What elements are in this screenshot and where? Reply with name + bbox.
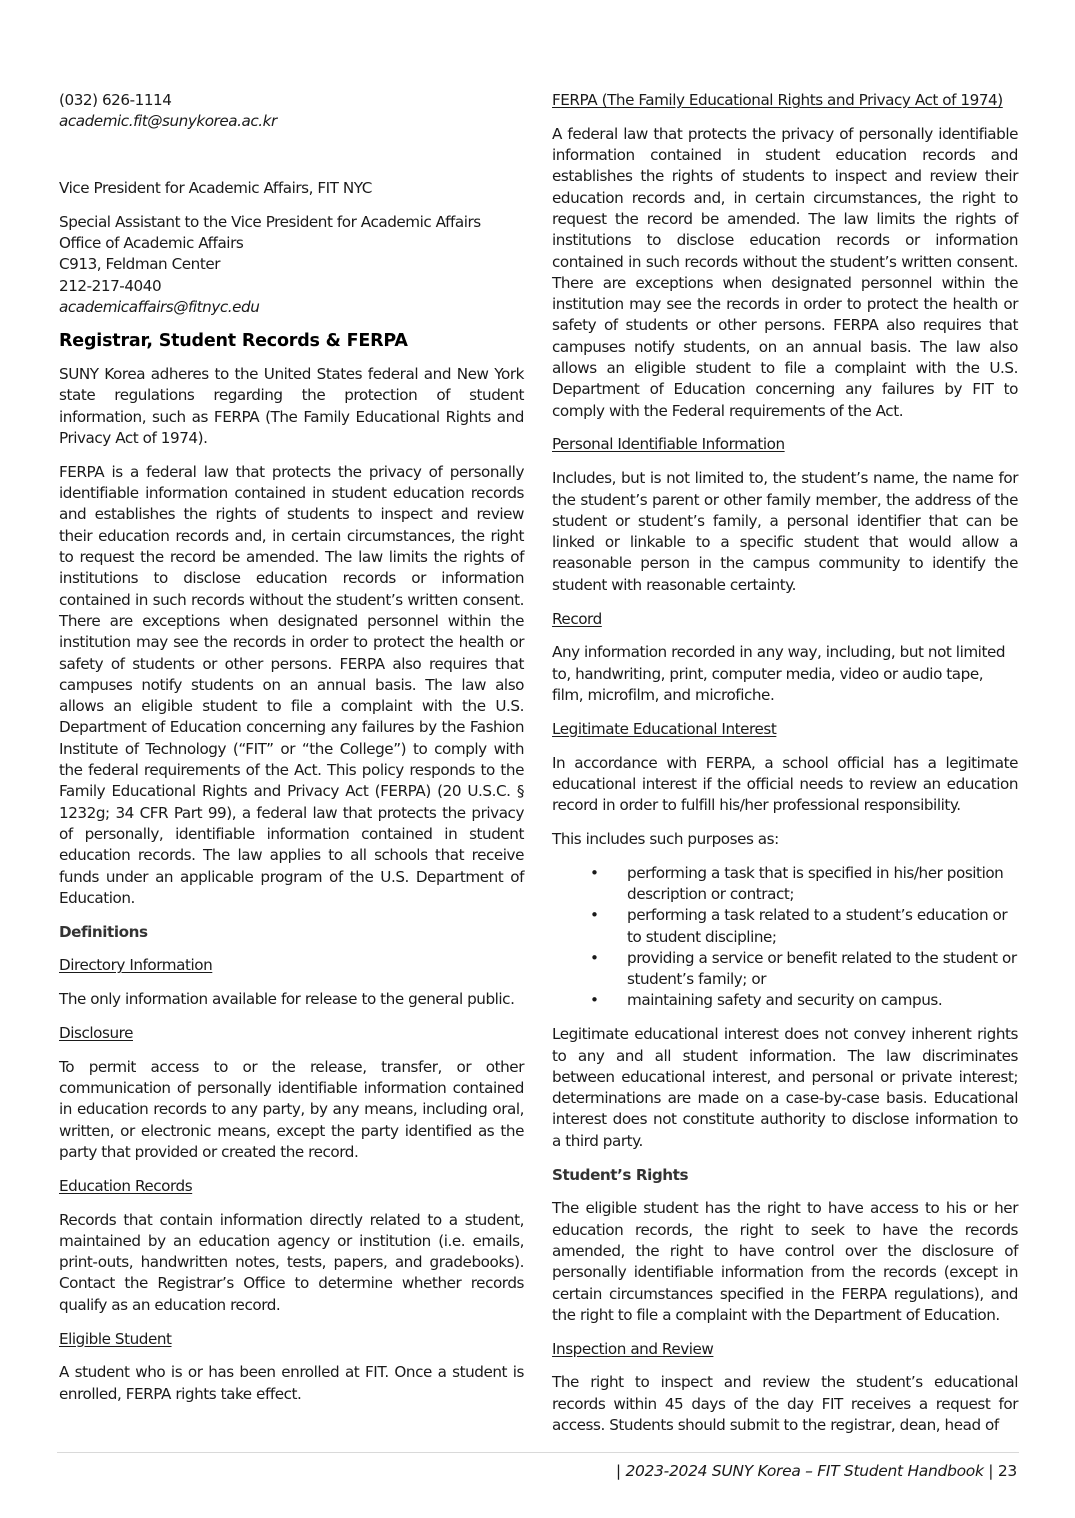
right-column [552,90,1018,1449]
list-item-text: performing a task related to a student’s education or to student discipline; [627,906,1008,946]
education-records-heading: Education Records [59,1176,193,1195]
pii-text: Includes, but is not limited to, the student’s name, the name for the student’s parent or other family member, the address of the student or student’s family, a personal identifier that can be linked or linkable to a specific student that would allow a reasonable person in the campus community to identify the student with reasonable certainty. [552,469,1018,594]
list-item [552,863,1018,906]
eligible-student-text: A student who is or has been enrolled at FIT. Once a student is enrolled, FERPA rights take effect. [59,1363,524,1403]
page-number: 23 [997,1462,1017,1480]
list-item-text: maintaining safety and security on campus. [627,991,943,1010]
contact-phone: (032) 626-1114 [59,91,172,109]
pii-heading: Personal Identifiable Information [552,435,785,454]
contact-title-vp: Vice President for Academic Affairs, FIT NYC [59,179,372,198]
list-item [552,905,1018,948]
contact-line: C913, Feldman Center [59,255,221,274]
spacer [59,145,524,178]
intro-paragraph: SUNY Korea adheres to the United States federal and New York state regulations regarding the protection of student information, such as FERPA (The Family Educational Rights and Privacy Act of 1974). [59,365,524,448]
students-rights-text: The eligible student has the right to have access to his or her education records, the right to seek to have the records amended, the right to have control over the disclosure of personally identifiable information from the records (except in certain circumstances specified in the FERPA regulations), and the right to file a complaint with the Department of Education. [552,1199,1018,1324]
directory-information-text: The only information available for release to the general public. [59,990,515,1009]
ferpa-heading: FERPA (The Family Educational Rights and Privacy Act of 1974) [552,91,1003,109]
footer-divider [57,1452,1019,1453]
lei-note: Legitimate educational interest does not convey inherent rights to any and all student information. The law discriminates between educational interest, and personal or private interest; determinations are made on a case-by-case basis. Educational interest does not constitute authority to disclose information to a third party. [552,1025,1018,1150]
contact-phone: 212-217-4040 [59,276,162,295]
eligible-student-heading: Eligible Student [59,1329,172,1348]
page-footer [616,1462,1017,1480]
purposes-intro: This includes such purposes as: [552,829,779,848]
contact-line: Office of Academic Affairs [59,234,244,253]
definitions-heading: Definitions [59,922,148,941]
contact-email: academic.fit@sunykorea.ac.kr [59,112,277,131]
ferpa-text: A federal law that protects the privacy of personally identifiable information contained in student education records and establishes the rights of students to inspect and review their education records and, in certain circumstances, the right to request the record be amended. The law limits the rights of institutions to disclose education records or information contained in such records without the student’s written consent. There are exceptions when designated personnel within the institution may see the records in order to protect the health or safety of students or other persons. FERPA also requires that campuses notify students, on an annual basis. The law also allows an eligible student to file a complaint with the U.S. Department of Education concerning any failures by FIT to comply with the Federal requirements of the Act. [552,124,1018,420]
contact-email: academicaffairs@fitnyc.edu [59,298,260,317]
bullet-icon: • [590,906,599,925]
footer-separator: | [615,1462,621,1480]
contact-line: Special Assistant to the Vice President for Academic Affairs [59,212,481,231]
left-column [59,90,524,1417]
bullet-icon: • [590,863,599,882]
students-rights-heading: Student’s Rights [552,1165,689,1184]
directory-information-heading: Directory Information [59,956,213,975]
lei-heading: Legitimate Educational Interest [552,719,777,738]
footer-title: 2023-2024 SUNY Korea – FIT Student Handbook [625,1462,984,1480]
section-title: Registrar, Student Records & FERPA [59,330,408,351]
ferpa-paragraph: FERPA is a federal law that protects the privacy of personally identifiable information contained in student education records and establishes the rights of students to inspect and review their education records and, in certain circumstances, the right to request the record be amended. The law limits the rights of institutions to disclose education records or information contained in such records without the student’s written consent. There are exceptions when designated personnel within the institution may see the records in order to protect the health or safety of students or other persons. FERPA also requires that campuses notify students on an annual basis. The law also allows an eligible student to file a complaint with the U.S. Department of Education concerning any failures by the Fashion Institute of Technology (“FIT” or “the College”) to comply with the federal requirements of the Act. This policy responds to the Family Educational Rights and Privacy Act (FERPA) (20 U.S.C. § 1232g; 34 CFR Part 99), a federal law that protects the privacy of personally, identifiable information contained in student education records. The law applies to all schools that receive funds under an applicable program of the U.S. Department of Education. [59,462,524,907]
purposes-list [552,863,1018,1012]
inspection-review-heading: Inspection and Review [552,1339,714,1358]
contact-block-academic-affairs [59,212,524,318]
bullet-icon: • [590,991,599,1010]
list-item-text: performing a task that is specified in his/her position description or contract; [627,863,1004,903]
contact-block-suny-korea [59,90,524,133]
bullet-icon: • [590,948,599,967]
footer-separator: | [988,1462,994,1480]
list-item [552,990,1018,1011]
record-heading: Record [552,609,602,628]
list-item-text: providing a service or benefit related to the student or student’s family; or [627,948,1017,989]
inspection-review-text: The right to inspect and review the student’s educational records within 45 days of the day FIT receives a request for access. Students should submit to the registrar, dean, head of [552,1373,1018,1435]
lei-text: In accordance with FERPA, a school official has a legitimate educational interest if the official needs to review an education record in order to fulfill his/her professional responsibility. [552,753,1018,815]
record-text: Any information recorded in any way, including, but not limited to, handwriting, print, computer media, video or audio tape, film, microfilm, and microfiche. [552,643,1006,704]
disclosure-text: To permit access to or the release, transfer, or other communication of personally identifiable information contained in education records to any party, by any means, including oral, written, or electronic means, except the party identified as the party that provided or created the record. [59,1057,524,1161]
list-item [552,948,1018,991]
disclosure-heading: Disclosure [59,1023,133,1042]
education-records-text: Records that contain information directly related to a student, maintained by an education agency or institution (i.e. emails, print-outs, handwritten notes, tests, papers, and gradebooks). Contact the Registrar’s Office to determine whether records qualify as an education record. [59,1210,524,1314]
